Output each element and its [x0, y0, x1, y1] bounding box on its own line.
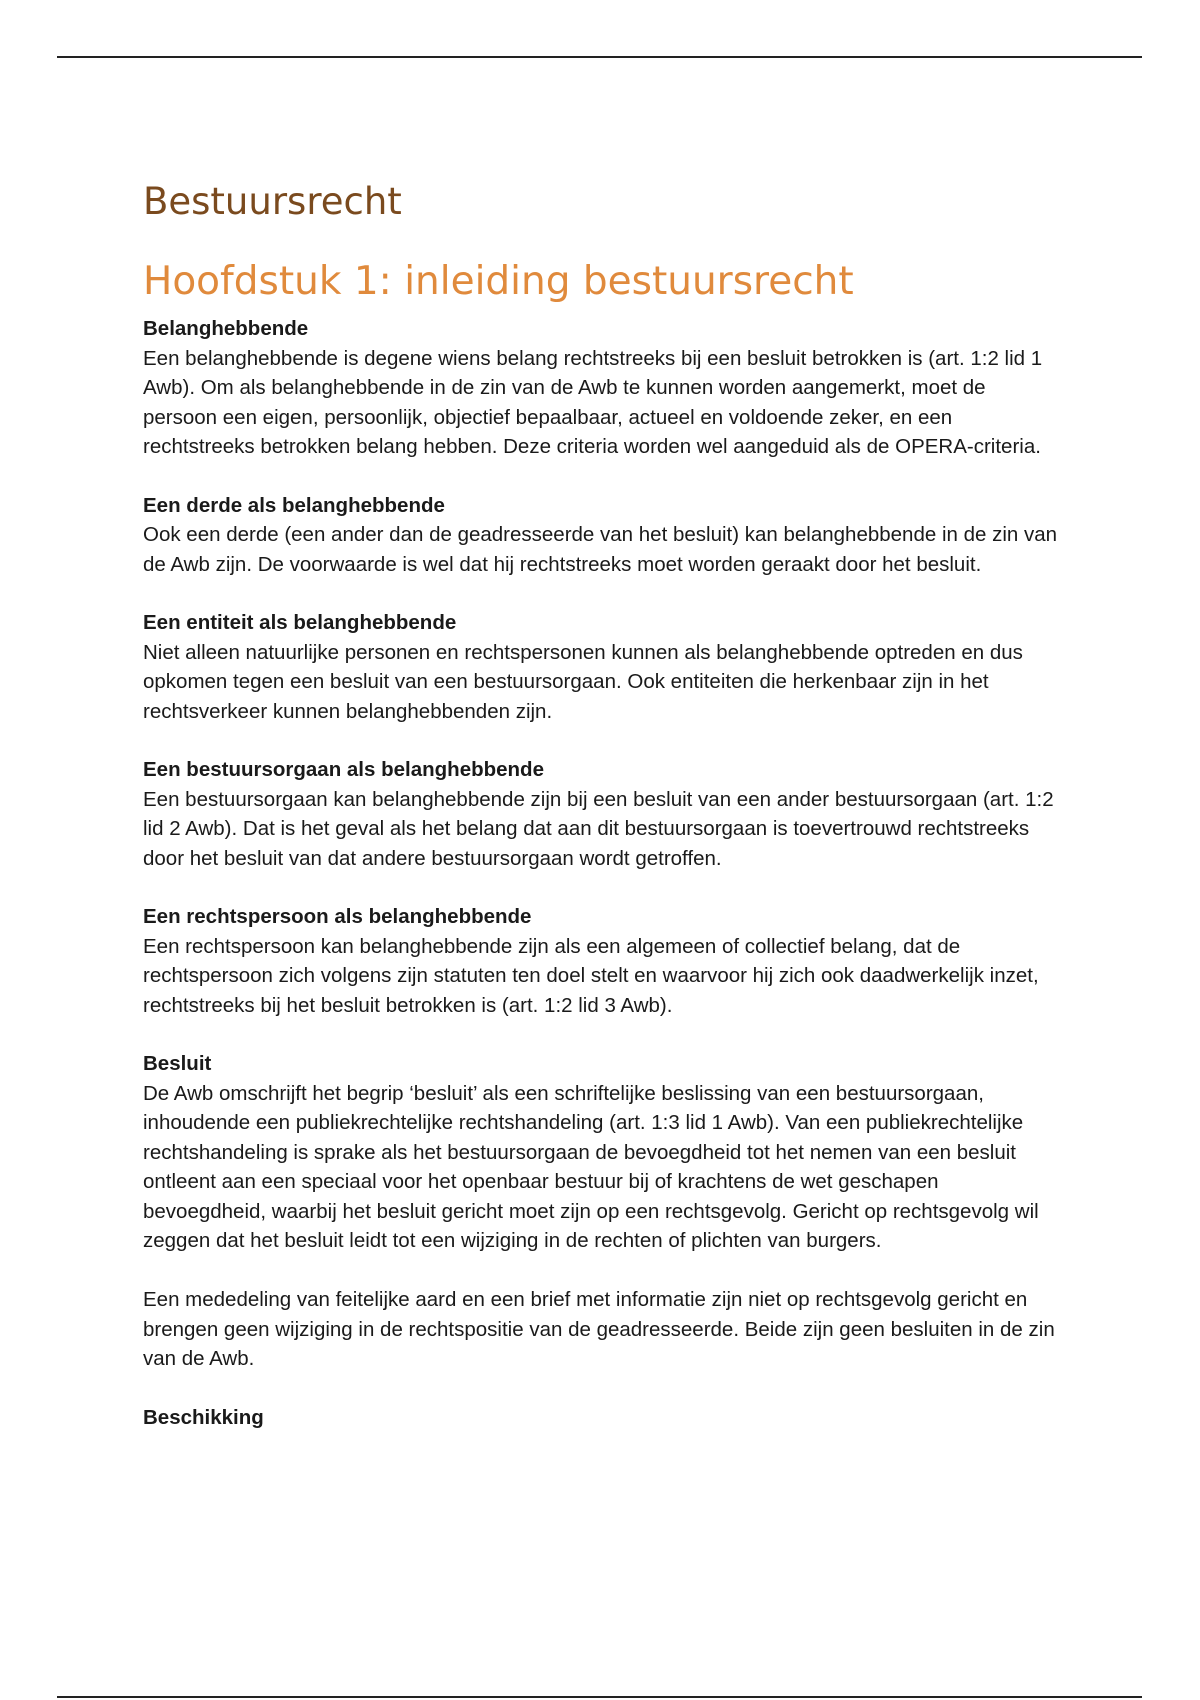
document-body	[143, 176, 1063, 1432]
section-entiteit-als-belanghebbende	[143, 608, 1063, 726]
chapter-title: Hoofdstuk 1: inleiding bestuursrecht	[143, 259, 854, 304]
section-rechtspersoon-als-belanghebbende	[143, 902, 1063, 1020]
section-heading: Een derde als belanghebbende	[143, 493, 445, 517]
section-heading: Beschikking	[143, 1405, 264, 1429]
section-heading: Een rechtspersoon als belanghebbende	[143, 905, 532, 928]
paragraph: Een bestuursorgaan kan belanghebbende zijn bij een besluit van een ander bestuursorgaan (art. 1:2 lid 2 Awb). Dat is het geval als het belang dat aan dit bestuursorgaan is toevertrouwd rechtstreeks door het besluit van dat andere bestuursorgaan wordt getroffen.	[143, 787, 1054, 870]
section-besluit	[143, 1049, 1063, 1374]
paragraph: De Awb omschrijft het begrip ‘besluit’ als een schriftelijke beslissing van een bestuursorgaan, inhoudende een publiekrechtelijke rechtshandeling (art. 1:3 lid 1 Awb). Van een publiekrechtelijke rechtshandeling is sprake als het bestuursorgaan de bevoegdheid tot het nemen van een besluit ontleent aan een speciaal voor het openbaar bestuur bij of krachtens de wet geschapen bevoegdheid, waarbij het besluit gericht moet zijn op een rechtsgevolg. Gericht op rechtsgevolg wil zeggen dat het besluit leidt tot een wijziging in de rechten of plichten van burgers.	[143, 1081, 1039, 1252]
section-heading: Een bestuursorgaan als belanghebbende	[143, 758, 544, 781]
section-bestuursorgaan-als-belanghebbende	[143, 755, 1063, 873]
section-belanghebbende	[143, 314, 1063, 462]
paragraph: Een rechtspersoon kan belanghebbende zijn als een algemeen of collectief belang, dat de rechtspersoon zich volgens zijn statuten ten doel stelt en waarvoor hij zich ook daadwerkelijk inzet, rechtstreeks bij het besluit betrokken is (art. 1:2 lid 3 Awb).	[143, 934, 1039, 1017]
paragraph: Ook een derde (een ander dan de geadresseerde van het besluit) kan belanghebbende in de zin van de Awb zijn. De voorwaarde is wel dat hij rechtstreeks moet worden geraakt door het besluit.	[143, 523, 1058, 576]
bottom-rule	[57, 1696, 1142, 1698]
paragraph: Een mededeling van feitelijke aard en een brief met informatie zijn niet op rechtsgevolg gericht en brengen geen wijziging in de rechtspositie van de geadresseerde. Beide zijn geen besluiten in de zin van de Awb.	[143, 1288, 1055, 1370]
top-rule	[57, 56, 1142, 58]
section-heading: Belanghebbende	[143, 317, 309, 340]
paragraph: Niet alleen natuurlijke personen en rechtspersonen kunnen als belanghebbende optreden en dus opkomen tegen een besluit van een bestuursorgaan. Ook entiteiten die herkenbaar zijn in het rechtsverkeer kunnen belanghebbenden zijn.	[143, 640, 1023, 723]
section-heading: Besluit	[143, 1052, 212, 1075]
section-beschikking	[143, 1403, 1063, 1433]
document-title: Bestuursrecht	[143, 180, 402, 223]
paragraph: Een belanghebbende is degene wiens belang rechtstreeks bij een besluit betrokken is (art. 1:2 lid 1 Awb). Om als belanghebbende in de zin van de Awb te kunnen worden aangemerkt, moet de persoon een eigen, persoonlijk, objectief bepaalbaar, actueel en voldoende zeker, en een rechtstreeks betrokken belang hebben. Deze criteria worden wel aangeduid als de OPERA-criteria.	[143, 346, 1043, 458]
section-derde-als-belanghebbende	[143, 491, 1063, 580]
section-heading: Een entiteit als belanghebbende	[143, 611, 457, 634]
